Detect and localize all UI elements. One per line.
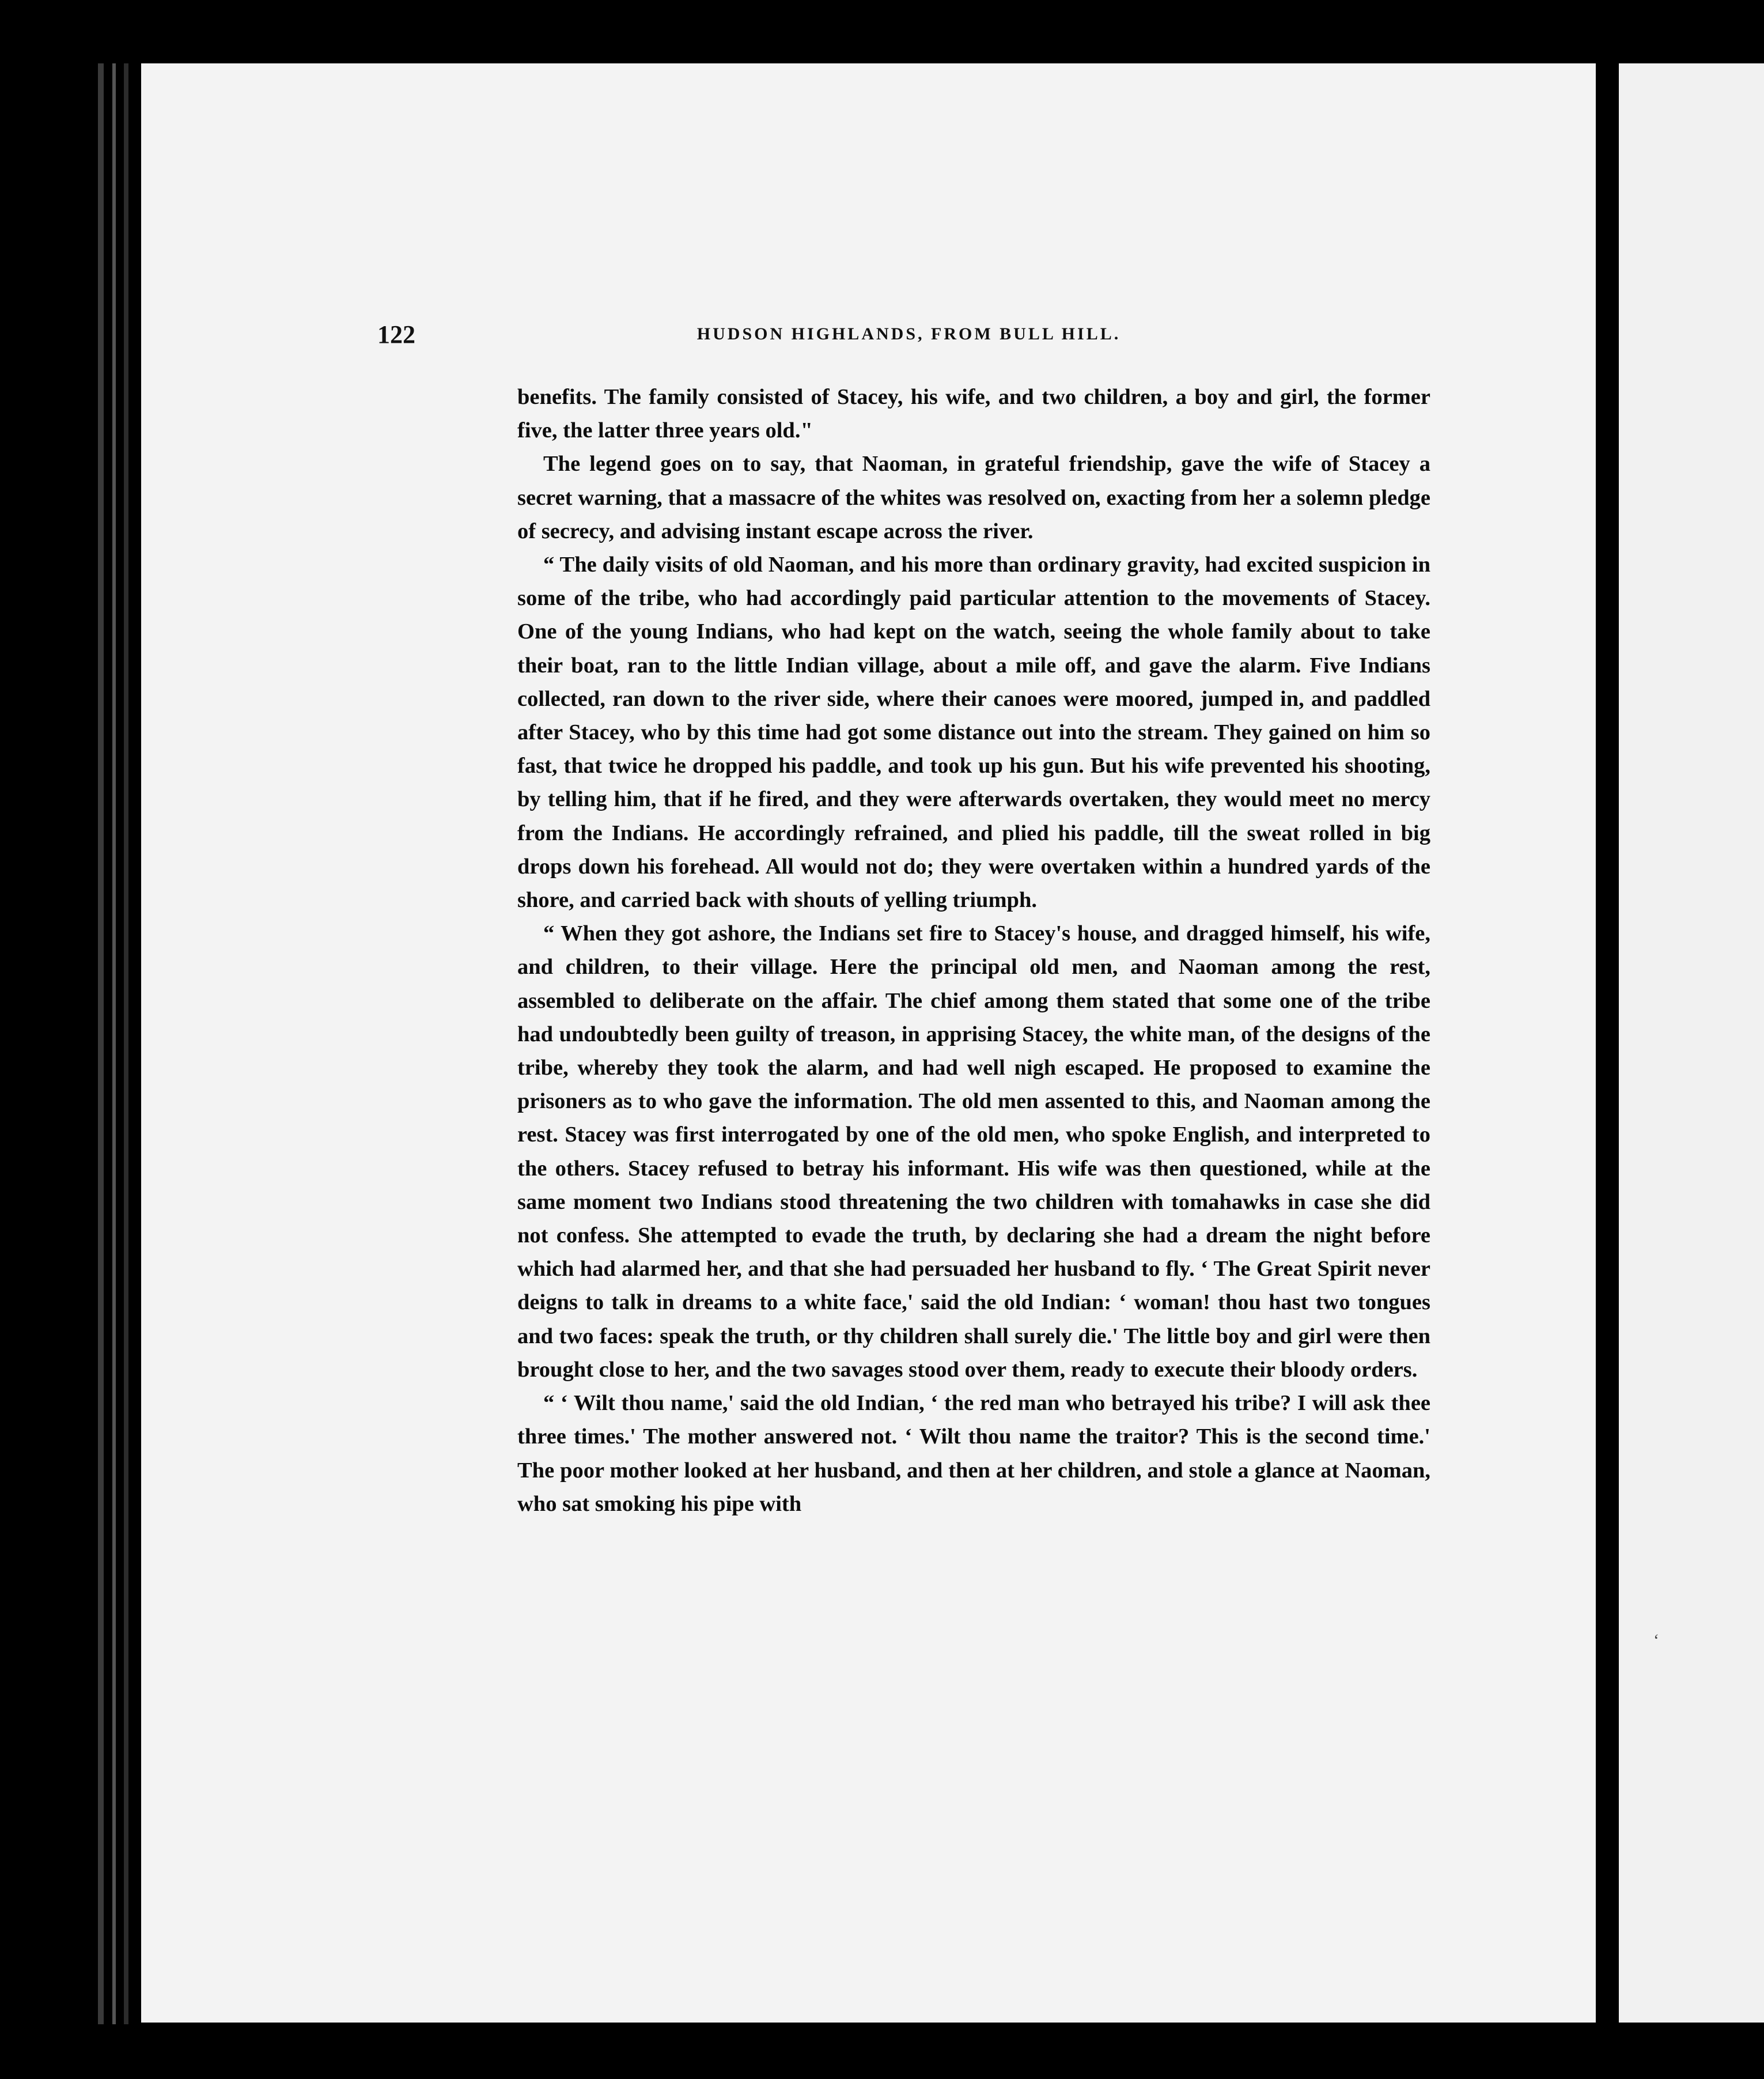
paragraph: “ The daily visits of old Naoman, and his more than ordinary gravity, had excited suspicion in some of the tribe, who had accordingly paid particular attention to the movements of Stacey. One of the young Indians, who had kept on the watch, seeing the whole family about to take their boat, ran to the little Indian village, about a mile off, and gave the alarm. Five Indians collected, ran down to the river side, where their canoes were moored, jumped in, and paddled after Stacey, who by this time had got some distance out into the stream. They gained on him so fast, that twice he dropped his paddle, and took up his gun. But his wife prevented his shooting, by telling him, that if he fired, and they were afterwards overtaken, they would meet no mercy from the Indians. He accordingly refrained, and plied his paddle, till the sweat rolled in big drops down his forehead. All would not do; they were overtaken within a hundred yards of the shore, and carried back with shouts of yelling triumph.: [517, 553, 1430, 913]
paragraph: “ When they got ashore, the Indians set fire to Stacey's house, and dragged himself, his wife, and children, to their village. Here the principal old men, and Naoman among the rest, assembled to deliberate on the affair. The chief among them stated that some one of the tribe had undoubtedly been guilty of treason, in apprising Stacey, the white man, of the designs of the tribe, whereby they took the alarm, and had well nigh escaped. He proposed to examine the prisoners as to who gave the information. The old men assented to this, and Naoman among the rest. Stacey was first interrogated by one of the old men, who spoke English, and interpreted to the others. Stacey refused to betray his informant. His wife was then questioned, while at the same moment two Indians stood threatening the two children with tomahawks in case she did not confess. She attempted to evade the truth, by declaring she had a dream the night before which had alarmed her, and that she had persuaded her husband to fly. ‘ The Great Spirit never deigns to talk in dreams to a white face,' said the old Indian: ‘ woman! thou hast two tongues and two faces: speak the truth, or thy children shall surely die.' The little boy and girl were then brought close to her, and the two savages stood over them, ready to execute their bloody orders.: [517, 921, 1430, 1382]
running-title: HUDSON HIGHLANDS, FROM BULL HILL.: [696, 324, 1121, 343]
paragraph-continued: benefits. The family consisted of Stacey, his wife, and two children, a boy and girl, the former five, the latter three years old.": [517, 385, 1430, 443]
paragraph: The legend goes on to say, that Naoman, in grateful friendship, gave the wife of Stacey a secret warning, that a massacre of the whites was resolved on, exacting from her a solemn pledge of secrecy, and advising instant escape across the river.: [517, 452, 1430, 543]
running-head: [377, 320, 1440, 360]
facing-page-edge: [1619, 63, 1764, 2023]
paragraph: “ ‘ Wilt thou name,' said the old Indian, ‘ the red man who betrayed his tribe? I will ask thee three times.' The mother answered not. ‘ Wilt thou name the traitor? This is the second time.' The poor mother looked at her husband, and then at her children, and stole a glance at Naoman, who sat smoking his pipe with: [517, 1391, 1430, 1516]
book-spine-edge-inner: [112, 63, 116, 2024]
body-text: [517, 380, 1430, 1521]
book-spine-edge: [98, 63, 104, 2024]
facing-page-mark: ʻ: [1653, 1631, 1659, 1650]
page-number: 122: [377, 320, 415, 349]
book-spine-edge-page: [124, 63, 128, 2024]
